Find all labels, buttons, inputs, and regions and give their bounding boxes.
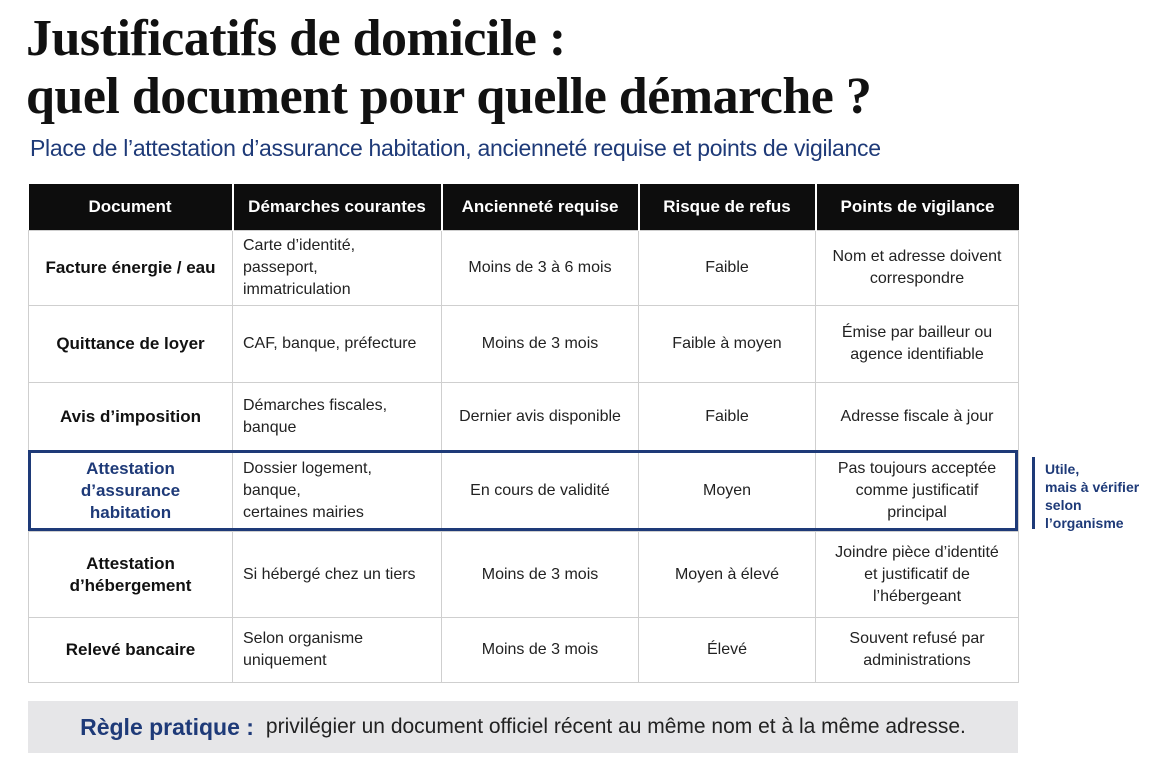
rule-label: Règle pratique : [80, 713, 254, 740]
cell-line: habitation [89, 503, 172, 522]
risque-cell: Élevé [639, 618, 816, 683]
anciennete-cell: Moins de 3 mois [442, 306, 639, 383]
header-demarches: Démarches courantes [233, 184, 442, 231]
practical-rule-banner [28, 701, 1018, 753]
demarches-cell [233, 383, 442, 451]
document-cell [29, 451, 233, 532]
title-line-1: Justificatifs de domicile : [26, 10, 566, 67]
cell-line: Adresse fiscale à jour [840, 407, 994, 425]
cell-line: administrations [863, 652, 971, 669]
cell-line: Si hébergé chez un tiers [243, 565, 416, 583]
risque-cell: Faible à moyen [639, 306, 816, 383]
risque-cell: Moyen [639, 451, 816, 532]
vigilance-cell [816, 618, 1019, 683]
cell-line: Nom et adresse doivent [832, 248, 1002, 265]
cell-line: Démarches fiscales, banque [243, 396, 388, 436]
table-row [29, 231, 1019, 306]
demarches-cell [233, 231, 442, 306]
document-cell: Facture énergie / eau [29, 231, 233, 306]
cell-line: Dossier logement, banque, [243, 460, 372, 499]
table-row-highlighted [29, 451, 1019, 532]
demarches-cell [233, 618, 442, 683]
side-note-line: selon [1045, 497, 1082, 513]
table-row [29, 532, 1019, 618]
header-vigilance: Points de vigilance [816, 184, 1019, 231]
cell-line: agence identifiable [850, 346, 984, 363]
side-note-line: l’organisme [1045, 515, 1124, 531]
cell-line: et justificatif de [864, 565, 970, 583]
risque-cell: Faible [639, 231, 816, 306]
table-row [29, 618, 1019, 683]
vigilance-cell [816, 231, 1019, 306]
header-anciennete: Ancienneté requise [442, 184, 639, 231]
cell-line: CAF, banque, préfecture [243, 335, 417, 352]
anciennete-cell: Dernier avis disponible [442, 383, 639, 451]
demarches-cell [233, 451, 442, 532]
vigilance-cell [816, 383, 1019, 451]
document-cell: Attestation d’hébergement [29, 532, 233, 618]
rule-text: privilégier un document officiel récent au même nom et à la même adresse. [265, 715, 966, 738]
header-document: Document [29, 184, 233, 231]
demarches-cell [233, 532, 442, 618]
title-line-2: quel document pour quelle démarche ? [26, 68, 872, 125]
risque-cell: Faible [639, 383, 816, 451]
vigilance-cell [816, 451, 1019, 532]
cell-line: Carte d’identité, passeport, [243, 237, 356, 276]
cell-line: Joindre pièce d’identité [835, 543, 999, 561]
page-subtitle: Place de l’attestation d’assurance habitation, ancienneté requise et points de vigilance [30, 135, 881, 161]
cell-line: Pas toujours acceptée [837, 460, 997, 477]
side-note-line: Utile, [1045, 461, 1080, 477]
cell-line: certaines mairies [243, 504, 364, 521]
header-risque: Risque de refus [639, 184, 816, 231]
cell-line: Attestation d’assurance [80, 459, 181, 500]
document-cell: Avis d’imposition [29, 383, 233, 451]
anciennete-cell: Moins de 3 mois [442, 532, 639, 618]
risque-cell: Moyen à élevé [639, 532, 816, 618]
cell-line: correspondre [869, 270, 965, 287]
cell-line: immatriculation [243, 281, 351, 298]
anciennete-cell: Moins de 3 mois [442, 618, 639, 683]
cell-line: comme justificatif principal [855, 482, 979, 521]
side-note [1045, 460, 1149, 532]
vigilance-cell [816, 532, 1019, 618]
cell-line: Émise par bailleur ou [841, 324, 993, 341]
table-row [29, 306, 1019, 383]
documents-table [28, 184, 1019, 683]
side-note-line: mais à vérifier [1045, 479, 1140, 495]
cell-line: Souvent refusé par [849, 630, 985, 647]
cell-line: l’hébergeant [872, 587, 962, 605]
table-header-row [29, 184, 1019, 231]
anciennete-cell: En cours de validité [442, 451, 639, 532]
cell-line: Selon organisme uniquement [243, 630, 364, 669]
document-cell: Relevé bancaire [29, 618, 233, 683]
page-title [26, 10, 1126, 126]
demarches-cell [233, 306, 442, 383]
anciennete-cell: Moins de 3 à 6 mois [442, 231, 639, 306]
vigilance-cell [816, 306, 1019, 383]
table-row [29, 383, 1019, 451]
document-cell: Quittance de loyer [29, 306, 233, 383]
side-note-bar [1032, 457, 1035, 529]
